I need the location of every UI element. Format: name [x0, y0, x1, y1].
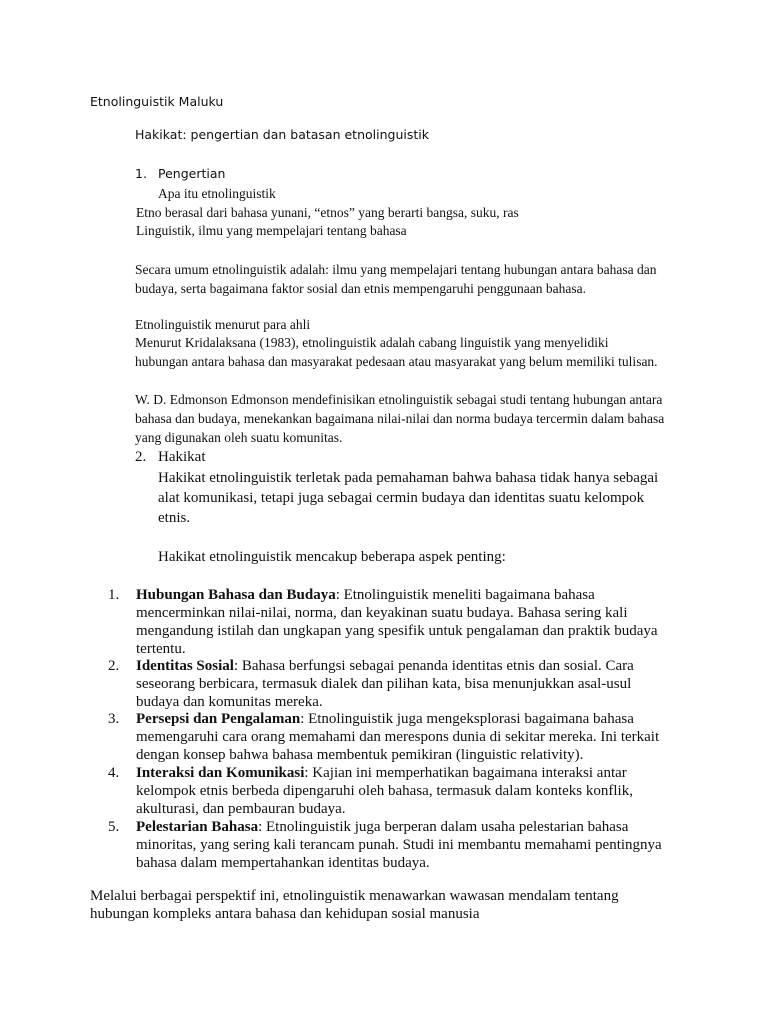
document-title: Etnolinguistik Maluku: [90, 94, 224, 109]
aspect-title: Identitas Sosial: [136, 658, 234, 674]
kridalaksana-line-2: hubungan antara bahasa dan masyarakat pedesaan atau masyarakat yang belum memiliki tulisan.: [135, 354, 658, 369]
hakikat-aspects-intro: Hakikat etnolinguistik mencakup beberapa aspek penting:: [158, 549, 506, 565]
edmonson-line-2: bahasa dan budaya, menekankan bagaimana nilai-nilai dan norma budaya tercermin dalam bahasa: [135, 411, 665, 426]
closing-line-2: hubungan kompleks antara bahasa dan kehidupan sosial manusia: [90, 906, 480, 922]
aspect-line: [136, 782, 633, 800]
aspect-line: [136, 675, 631, 693]
edmonson-line-1: W. D. Edmonson Edmonson mendefinisikan etnolinguistik sebagai studi tentang hubungan antara: [135, 392, 663, 407]
aspect-text: : Bahasa berfungsi sebagai penanda identitas etnis dan sosial. Cara: [233, 658, 634, 674]
hakikat-para-line-1: Hakikat etnolinguistik terletak pada pemahaman bahwa bahasa tidak hanya sebagai: [158, 470, 659, 486]
aspect-title: Persepsi dan Pengalaman: [136, 711, 301, 727]
aspect-line: [136, 854, 430, 872]
closing-line-1: Melalui berbagai perspektif ini, etnolinguistik menawarkan wawasan mendalam tentang: [90, 888, 619, 904]
section1-question: Apa itu etnolinguistik: [158, 186, 276, 201]
aspect-title: Pelestarian Bahasa: [136, 819, 259, 835]
hakikat-para-line-2: alat komunikasi, tetapi juga sebagai cermin budaya dan identitas suatu kelompok: [158, 490, 645, 506]
aspect-line: [136, 657, 634, 675]
aspect-line: [136, 818, 628, 836]
umum-line-1: Secara umum etnolinguistik adalah: ilmu yang mempelajari tentang hubungan antara bahasa dan: [135, 262, 657, 277]
aspect-line: [136, 746, 583, 764]
linguistik-definition: Linguistik, ilmu yang mempelajari tentang bahasa: [136, 223, 407, 238]
kridalaksana-line-1: Menurut Kridalaksana (1983), etnolinguistik adalah cabang linguistik yang menyelidiki: [135, 335, 609, 350]
section1-number: 1.: [135, 166, 147, 181]
edmonson-line-3: yang digunakan oleh suatu komunitas.: [135, 430, 343, 445]
section1-heading: Pengertian: [158, 166, 226, 181]
aspect-line: [136, 836, 662, 854]
hakikat-para-line-3: etnis.: [158, 510, 191, 526]
aspect-text: : Etnolinguistik meneliti bagaimana bahasa: [335, 587, 595, 603]
section2-number: 2.: [135, 449, 147, 465]
aspect-number: 5.: [108, 819, 120, 835]
section2-heading: Hakikat: [158, 449, 206, 465]
aspect-title: Interaksi dan Komunikasi: [136, 765, 305, 781]
etno-definition: Etno berasal dari bahasa yunani, “etnos” yang berarti bangsa, suku, ras: [136, 205, 519, 220]
aspect-number: 1.: [108, 587, 120, 603]
aspect-text: seseorang berbicara, termasuk dialek dan pilihan kata, bisa menunjukkan asal-usul: [136, 676, 632, 692]
aspect-line: [136, 622, 658, 640]
umum-line-2: budaya, serta bagaimana faktor sosial dan etnis mempengaruhi penggunaan bahasa.: [135, 281, 586, 296]
aspect-number: 4.: [108, 765, 120, 781]
ahli-heading: Etnolinguistik menurut para ahli: [135, 317, 311, 332]
aspect-text: memengaruhi cara orang memahami dan merespons dunia di sekitar mereka. Ini terkait: [136, 729, 660, 745]
aspect-line: [136, 586, 595, 604]
aspect-text: : Etnolinguistik juga mengeksplorasi bagaimana bahasa: [300, 711, 634, 727]
aspect-text: mencerminkan nilai-nilai, norma, dan keyakinan suatu budaya. Bahasa sering kali: [136, 605, 628, 621]
aspect-line: [136, 764, 627, 782]
document-subtitle: Hakikat: pengertian dan batasan etnolinguistik: [135, 127, 429, 142]
aspect-line: [136, 693, 323, 711]
aspect-text: mengandung istilah dan ungkapan yang spesifik untuk pengalaman dan praktik budaya: [136, 623, 658, 639]
aspect-number: 2.: [108, 658, 120, 674]
aspect-text: tertentu.: [136, 641, 186, 657]
aspect-title: Hubungan Bahasa dan Budaya: [136, 587, 336, 603]
aspect-text: kelompok etnis berbeda dipengaruhi oleh bahasa, termasuk dalam konteks konflik,: [136, 783, 633, 799]
aspect-line: [136, 604, 628, 622]
aspect-line: [136, 728, 659, 746]
aspect-text: dengan konsep bahwa bahasa membentuk pemikiran (linguistic relativity).: [136, 747, 584, 763]
aspect-line: [136, 800, 346, 818]
aspect-line: [136, 710, 634, 728]
aspect-text: budaya dan komunitas mereka.: [136, 694, 323, 710]
aspect-number: 3.: [108, 711, 120, 727]
aspect-text: akulturasi, dan pembauran budaya.: [136, 801, 346, 817]
aspect-text: minoritas, yang sering kali terancam punah. Studi ini membantu memahami pentingnya: [136, 837, 662, 853]
aspect-text: bahasa dalam mempertahankan identitas budaya.: [136, 855, 430, 871]
aspect-line: [136, 640, 186, 658]
aspect-text: : Kajian ini memperhatikan bagaimana interaksi antar: [304, 765, 627, 781]
aspect-text: : Etnolinguistik juga berperan dalam usaha pelestarian bahasa: [258, 819, 629, 835]
